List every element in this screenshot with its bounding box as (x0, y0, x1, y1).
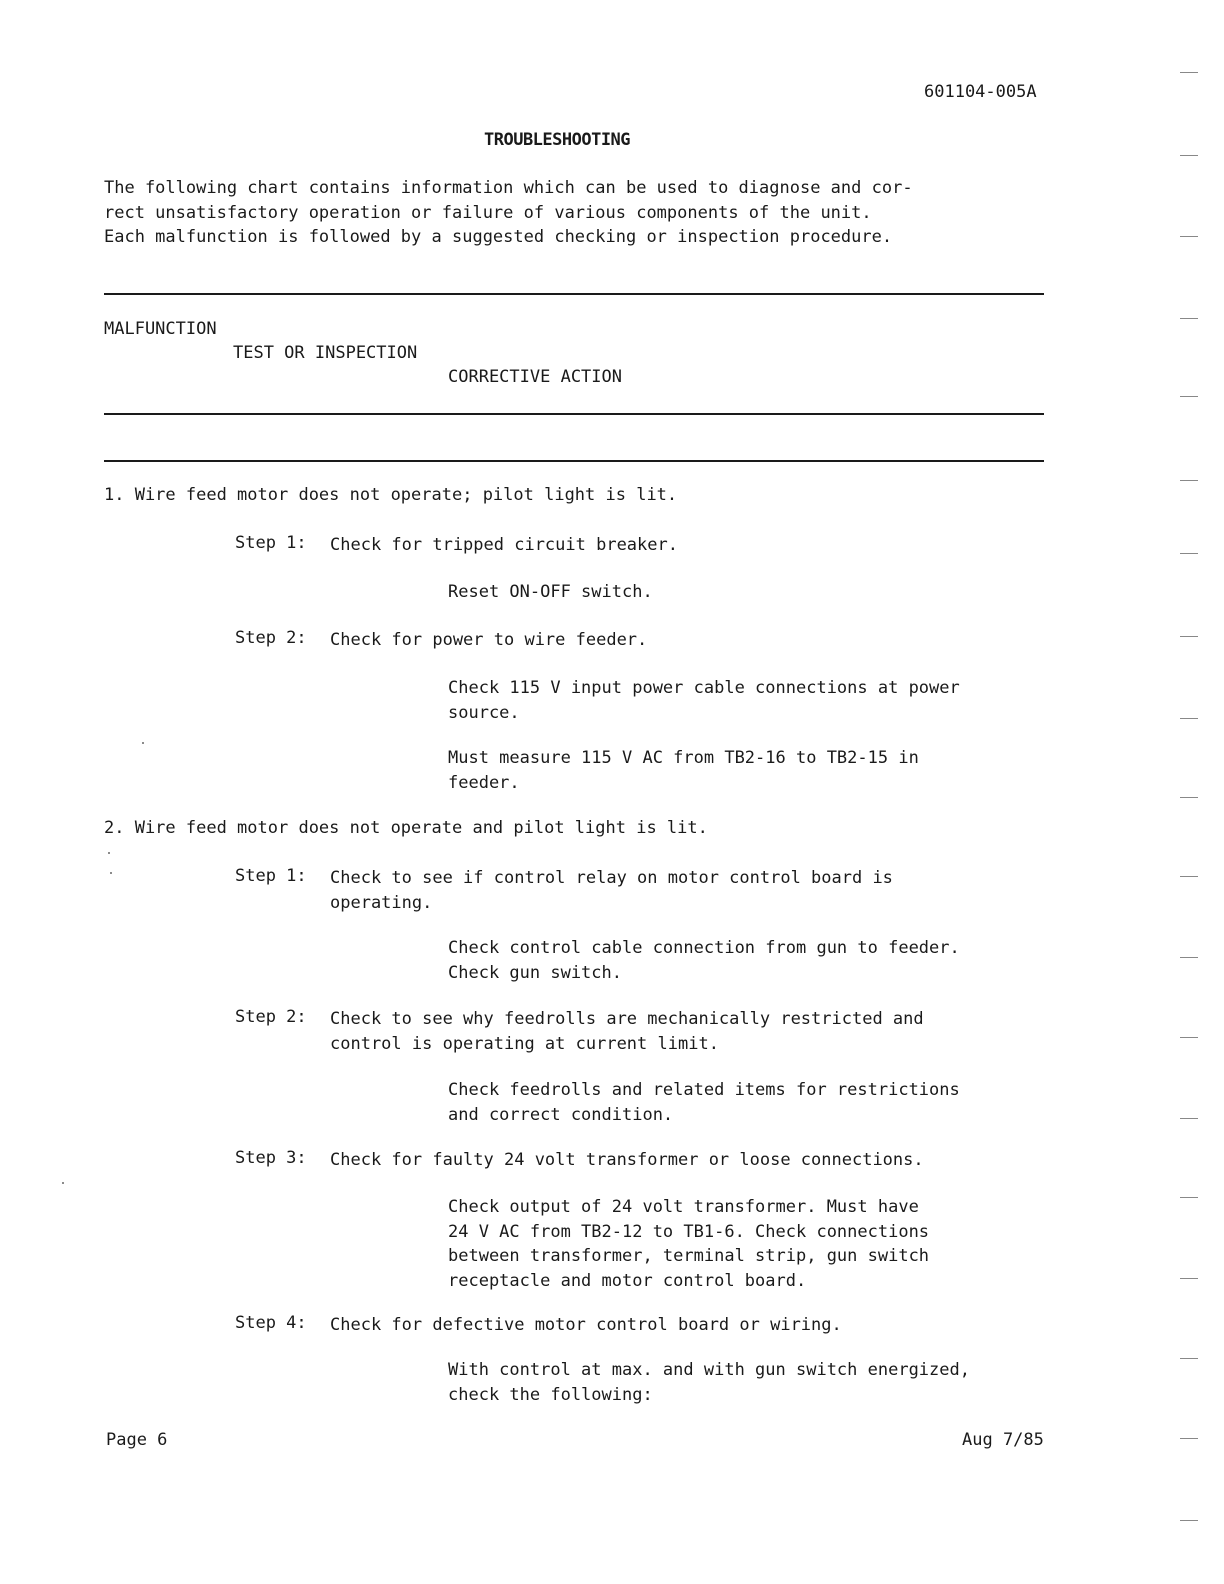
divider-rule (104, 460, 1044, 462)
action-line: check the following: (448, 1384, 653, 1405)
malfunction-item: 2. Wire feed motor does not operate and pilot light is lit. (104, 818, 708, 838)
scan-speck (110, 872, 112, 874)
action-line: Check gun switch. (448, 962, 622, 983)
step-text-line: Check to see if control relay on motor control board is (330, 868, 893, 888)
step-text (330, 866, 893, 915)
corrective-action (448, 676, 960, 725)
scan-mark (1180, 636, 1198, 637)
step-text-line: operating. (330, 892, 433, 913)
action-line: Check feedrolls and related items for restrictions (448, 1080, 960, 1100)
intro-paragraph (104, 176, 1064, 250)
scan-mark (1180, 1278, 1198, 1279)
step-text-line: Check for faulty 24 volt transformer or loose connections. (330, 1150, 924, 1170)
step-text (330, 1148, 924, 1173)
scan-mark (1180, 236, 1198, 237)
action-line: between transformer, terminal strip, gun switch (448, 1246, 930, 1266)
scan-mark (1180, 553, 1198, 554)
scan-mark (1180, 797, 1198, 798)
column-header-action: CORRECTIVE ACTION (448, 367, 622, 387)
scan-mark (1180, 480, 1198, 481)
action-line: Check control cable connection from gun to feeder. (448, 938, 960, 958)
step-text-line: Check for tripped circuit breaker. (330, 535, 678, 555)
scan-mark (1180, 1520, 1198, 1521)
scan-mark (1180, 876, 1198, 877)
step-label: Step 2: (235, 628, 307, 648)
corrective-action (448, 580, 653, 605)
action-line: With control at max. and with gun switch energized, (448, 1360, 970, 1380)
action-line: Check 115 V input power cable connections at power (448, 678, 960, 698)
corrective-action (448, 1358, 970, 1407)
step-text (330, 1007, 924, 1056)
action-line: 24 V AC from TB2-12 to TB1-6. Check connections (448, 1221, 930, 1242)
scan-mark (1180, 1358, 1198, 1359)
step-label: Step 4: (235, 1313, 307, 1333)
action-line: receptacle and motor control board. (448, 1270, 807, 1291)
revision-date: Aug 7/85 (962, 1430, 1044, 1450)
step-text-line: Check for defective motor control board or wiring. (330, 1315, 842, 1335)
scan-speck (108, 852, 110, 854)
scan-mark (1180, 396, 1198, 397)
scan-mark (1180, 957, 1198, 958)
step-text-line: Check to see why feedrolls are mechanically restricted and (330, 1009, 924, 1029)
step-label: Step 3: (235, 1148, 307, 1168)
action-line: feeder. (448, 772, 520, 793)
corrective-action (448, 936, 960, 985)
malfunction-item: 1. Wire feed motor does not operate; pilot light is lit. (104, 485, 678, 505)
step-text-line: control is operating at current limit. (330, 1033, 719, 1054)
scan-speck (62, 1182, 64, 1184)
corrective-action (448, 746, 919, 795)
corrective-action (448, 1195, 929, 1293)
divider-rule (104, 293, 1044, 295)
step-text (330, 533, 678, 558)
step-label: Step 2: (235, 1007, 307, 1027)
action-line: and correct condition. (448, 1104, 674, 1125)
page-number: Page 6 (106, 1430, 168, 1450)
action-line: Must measure 115 V AC from TB2-16 to TB2-15 in (448, 748, 919, 768)
step-text-line: Check for power to wire feeder. (330, 630, 648, 650)
scan-mark (1180, 318, 1198, 319)
scan-mark (1180, 718, 1198, 719)
scan-mark (1180, 1438, 1198, 1439)
intro-line: The following chart contains information which can be used to diagnose and cor- (104, 178, 913, 198)
column-header-test: TEST OR INSPECTION (233, 343, 418, 363)
scan-mark (1180, 1118, 1198, 1119)
intro-line: rect unsatisfactory operation or failure of various components of the unit. (104, 202, 872, 223)
intro-line: Each malfunction is followed by a suggested checking or inspection procedure. (104, 227, 893, 247)
document-number: 601104-005A (924, 82, 1037, 102)
scan-mark (1180, 155, 1198, 156)
scan-speck (142, 742, 144, 744)
column-header-malfunction: MALFUNCTION (104, 319, 217, 339)
scan-mark (1180, 72, 1198, 73)
step-text (330, 1313, 842, 1338)
scan-mark (1180, 1037, 1198, 1038)
step-text (330, 628, 647, 653)
action-line: source. (448, 702, 520, 723)
corrective-action (448, 1078, 960, 1127)
step-label: Step 1: (235, 866, 307, 886)
divider-rule (104, 413, 1044, 415)
page-title: TROUBLESHOOTING (484, 130, 631, 150)
action-line: Check output of 24 volt transformer. Must have (448, 1197, 919, 1217)
scan-mark (1180, 1197, 1198, 1198)
action-line: Reset ON-OFF switch. (448, 582, 653, 602)
step-label: Step 1: (235, 533, 307, 553)
